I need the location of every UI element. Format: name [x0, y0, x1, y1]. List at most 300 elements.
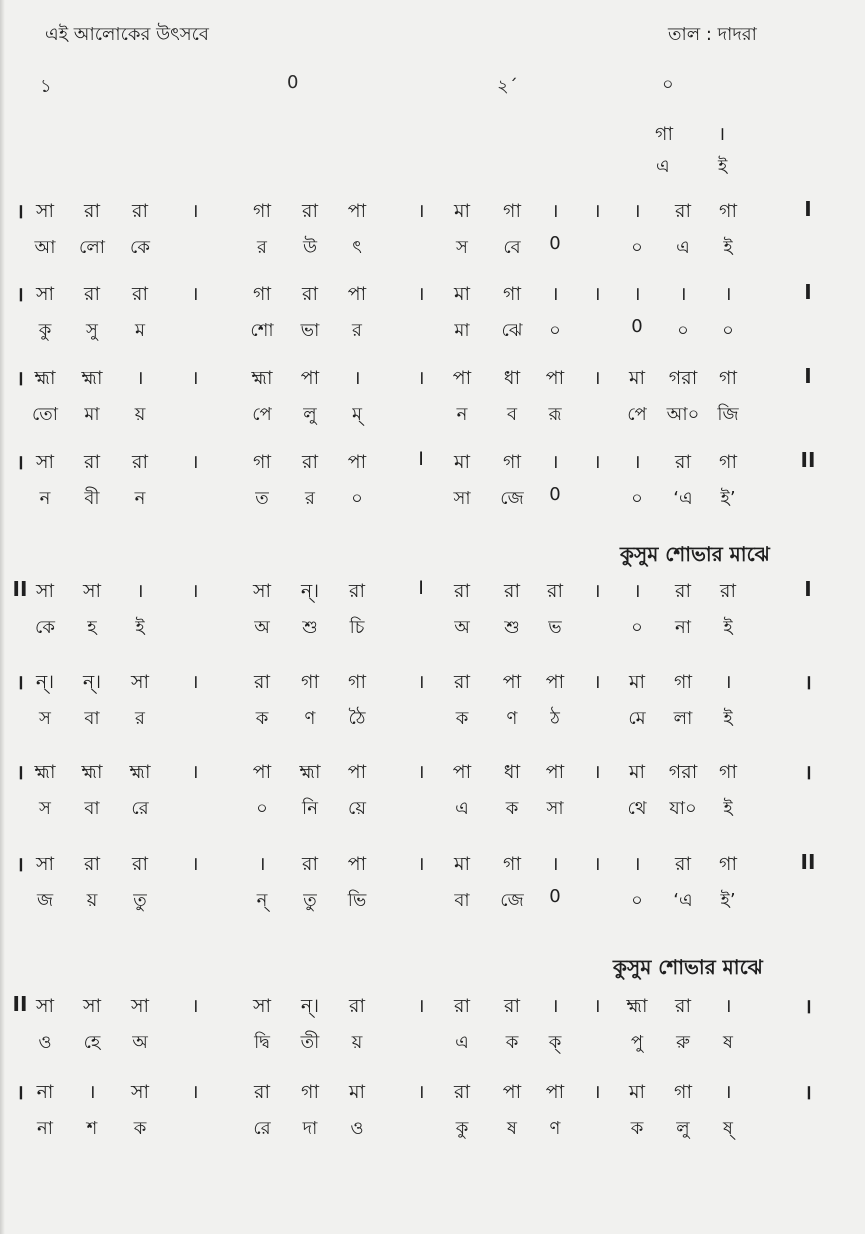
lyric-syllable: ই’ [720, 488, 736, 509]
swara-note: । [724, 283, 732, 305]
lyric-syllable: য়ে [348, 798, 366, 819]
barline-close: I [804, 197, 812, 221]
swara-note: রা [504, 580, 520, 602]
lyric-syllable: এ [455, 798, 469, 819]
lyric-syllable: পে [627, 404, 647, 425]
lyric-syllable: আ০ [666, 404, 700, 425]
swara-note: মা [453, 283, 471, 305]
swara-note: । [191, 451, 199, 473]
swara-note: । [258, 853, 266, 875]
intro-note-ga: গা [655, 123, 673, 145]
swara-note: পা [502, 1081, 522, 1103]
swara-note: রা [675, 200, 691, 222]
lyric-syllable: রূ [548, 404, 562, 425]
barline-close: । [804, 1080, 812, 1104]
swara-note: পা [300, 367, 320, 389]
swara-note: । [417, 283, 425, 305]
swara-note: সা [130, 995, 150, 1017]
lyric-syllable: ত [255, 488, 269, 509]
lyric-syllable: লা [673, 708, 693, 729]
swara-note: গা [503, 283, 521, 305]
lyric-syllable: সু [86, 320, 98, 341]
swara-note: গা [719, 200, 737, 222]
lyric-syllable: ক্ [548, 1032, 562, 1053]
lyric-syllable: লু [303, 404, 317, 425]
swara-note: রা [547, 580, 563, 602]
swara-note: । [417, 853, 425, 875]
lyric-syllable: বা [84, 708, 100, 729]
swara-note: পা [452, 367, 472, 389]
swara-note: । [551, 451, 559, 473]
lyric-syllable: ক [505, 798, 519, 819]
lyric-syllable: ই [723, 708, 733, 729]
lyric-syllable: অ [132, 1032, 148, 1053]
lyric-syllable: 0 [549, 886, 561, 907]
lyric-syllable: ০ [631, 617, 643, 638]
swara-note: মা [453, 853, 471, 875]
lyric-syllable: ০ [631, 237, 643, 258]
swara-note: রা [504, 995, 520, 1017]
lyric-syllable: ও [350, 1118, 364, 1139]
lyric-syllable: আ [34, 237, 56, 258]
swara-note: রা [454, 1081, 470, 1103]
swara-note: গরা [668, 367, 698, 389]
barline-open: । [16, 450, 24, 474]
lyric-syllable: ০ [549, 320, 561, 341]
barline-close: । [804, 994, 812, 1018]
swara-note: । [679, 283, 687, 305]
lyric-syllable: তু [133, 890, 147, 911]
lyric-syllable: ঝে [501, 320, 523, 341]
barline-open: II [12, 577, 28, 601]
lyric-syllable: ষ [507, 1118, 517, 1139]
swara-note: গা [674, 1081, 692, 1103]
swara-note: । [417, 1081, 425, 1103]
barline-close: । [804, 670, 812, 694]
lyric-syllable: তু [303, 890, 317, 911]
beat-marker-4: ০ [662, 74, 674, 95]
lyric-syllable: স [39, 798, 51, 819]
swara-note: । [191, 853, 199, 875]
swara-note: সা [35, 995, 55, 1017]
swara-note: সা [35, 283, 55, 305]
swara-note: । [593, 367, 601, 389]
swara-note: গা [253, 451, 271, 473]
swara-note: সা [35, 580, 55, 602]
swara-note: । [191, 200, 199, 222]
swara-note: । [593, 283, 601, 305]
lyric-syllable: হে [83, 1032, 101, 1053]
swara-note: রা [132, 853, 148, 875]
swara-note: । [88, 1081, 96, 1103]
swara-note: সা [35, 451, 55, 473]
swara-note: রা [675, 853, 691, 875]
swara-note: সা [35, 200, 55, 222]
swara-note: । [417, 995, 425, 1017]
lyric-syllable: র [135, 708, 145, 729]
swara-note: গা [719, 853, 737, 875]
lyric-syllable: ঠ [550, 708, 560, 729]
swara-note: না [36, 1081, 54, 1103]
swara-note: ধা [503, 761, 521, 783]
lyric-syllable: য় [351, 1032, 363, 1053]
lyric-syllable: ভ [548, 617, 562, 638]
lyric-syllable: দ্বি [254, 1032, 270, 1053]
swara-note: রা [454, 671, 470, 693]
lyric-syllable: ক [505, 1032, 519, 1053]
lyric-syllable: লো [79, 237, 105, 258]
lyric-syllable: ০ [631, 890, 643, 911]
swara-note: । [593, 200, 601, 222]
lyric-syllable: 0 [549, 484, 561, 505]
swara-note: গা [719, 761, 737, 783]
swara-note: পা [347, 451, 367, 473]
lyric-syllable: উ [302, 237, 318, 258]
lyric-syllable: ণ [506, 708, 518, 729]
swara-note: ন্‌। [300, 995, 320, 1017]
swara-note: রা [349, 995, 365, 1017]
barline-open: II [12, 992, 28, 1016]
swara-note: সা [252, 580, 272, 602]
swara-note: পা [545, 1081, 565, 1103]
barline-open: । [16, 282, 24, 306]
swara-note: গা [503, 451, 521, 473]
lyric-syllable: মা [84, 404, 100, 425]
lyric-syllable: ক [630, 1118, 644, 1139]
swara-note: হ্মা [129, 761, 151, 783]
lyric-syllable: অ [454, 617, 470, 638]
lyric-syllable: রে [131, 798, 149, 819]
lyric-syllable: য় [134, 404, 146, 425]
barline-close: II [800, 448, 816, 472]
lyric-syllable: শ [86, 1118, 98, 1139]
barline-open: । [16, 760, 24, 784]
swara-note: গা [674, 671, 692, 693]
lyric-syllable: র [352, 320, 362, 341]
swara-note: । [551, 200, 559, 222]
lyric-syllable: ণ [549, 1118, 561, 1139]
refrain-2: কুসুম শোভার মাঝে [613, 955, 763, 979]
lyric-syllable: ণ [304, 708, 316, 729]
swara-note: রা [302, 451, 318, 473]
lyric-syllable: থে [627, 798, 647, 819]
lyric-syllable: ০ [631, 488, 643, 509]
lyric-syllable: জি [717, 404, 739, 425]
swara-note: । [191, 580, 199, 602]
swara-note: । [417, 200, 425, 222]
lyric-syllable: তো [31, 404, 59, 425]
lyric-syllable: বে [503, 237, 521, 258]
swara-note: । [593, 853, 601, 875]
swara-note: ন্‌। [300, 580, 320, 602]
swara-note: I [418, 448, 424, 470]
lyric-syllable: জ [36, 890, 54, 911]
swara-note: সা [252, 995, 272, 1017]
lyric-syllable: ও [38, 1032, 52, 1053]
swara-note: রা [302, 200, 318, 222]
lyric-syllable: 0 [549, 233, 561, 254]
lyric-syllable: ‘এ [673, 488, 693, 509]
swara-note: । [724, 995, 732, 1017]
lyric-syllable: তী [300, 1032, 320, 1053]
lyric-syllable: ভি [347, 890, 367, 911]
swara-note: । [417, 671, 425, 693]
swara-note: রা [254, 1081, 270, 1103]
lyric-syllable: কে [130, 237, 150, 258]
swara-note: রা [132, 200, 148, 222]
swara-note: ন্‌। [35, 671, 55, 693]
swara-note: মা [348, 1081, 366, 1103]
swara-note: রা [720, 580, 736, 602]
swara-note: মা [628, 367, 646, 389]
swara-note: গা [348, 671, 366, 693]
lyric-syllable: এ [455, 1032, 469, 1053]
swara-note: গা [253, 283, 271, 305]
lyric-syllable: ন [39, 488, 51, 509]
lyric-syllable: সা [546, 798, 564, 819]
song-title: এই আলোকের উৎসবে [45, 24, 209, 45]
beat-marker-1: ১ [40, 76, 52, 97]
swara-note: গা [301, 671, 319, 693]
swara-note: গা [719, 451, 737, 473]
lyric-syllable: অ [254, 617, 270, 638]
swara-note: পা [452, 761, 472, 783]
lyric-syllable: ষ্‌ [723, 1118, 733, 1139]
swara-note: রা [132, 283, 148, 305]
swara-note: রা [675, 995, 691, 1017]
swara-note: হ্মা [34, 367, 56, 389]
swara-note: সা [130, 1081, 150, 1103]
swara-note: । [633, 451, 641, 473]
barline-open: । [16, 670, 24, 694]
swara-note: রা [454, 995, 470, 1017]
lyric-syllable: ঠৈ [348, 708, 366, 729]
swara-note: মা [453, 451, 471, 473]
lyric-syllable: পু [630, 1032, 644, 1053]
swara-note: । [551, 283, 559, 305]
swara-note: সা [130, 671, 150, 693]
swara-note: রা [84, 853, 100, 875]
swara-note: । [136, 367, 144, 389]
lyric-syllable: চি [349, 617, 365, 638]
lyric-syllable: দা [302, 1118, 318, 1139]
swara-note: গা [503, 853, 521, 875]
lyric-syllable: ই [723, 617, 733, 638]
swara-note: । [633, 853, 641, 875]
swara-note: সা [82, 580, 102, 602]
swara-note: মা [453, 200, 471, 222]
lyric-syllable: হ [87, 617, 97, 638]
beat-marker-2: 0 [287, 72, 299, 93]
swara-note: । [551, 995, 559, 1017]
intro-lyric-e: এ [656, 156, 670, 177]
swara-note: । [191, 995, 199, 1017]
lyric-syllable: ০ [351, 488, 363, 509]
swara-note: । [724, 671, 732, 693]
swara-note: । [191, 671, 199, 693]
swara-note: রা [132, 451, 148, 473]
lyric-syllable: ভা [300, 320, 320, 341]
lyric-syllable: 0 [631, 316, 643, 337]
tal-label: তাল : দাদরা [668, 24, 757, 45]
swara-note: পা [502, 671, 522, 693]
barline-open: । [16, 852, 24, 876]
swara-note: পা [545, 671, 565, 693]
swara-note: । [191, 283, 199, 305]
swara-note: রা [84, 283, 100, 305]
swara-note: পা [545, 761, 565, 783]
lyric-syllable: ই [135, 617, 145, 638]
lyric-syllable: য় [86, 890, 98, 911]
swara-note: গা [301, 1081, 319, 1103]
swara-note: মা [628, 671, 646, 693]
lyric-syllable: ‘এ [673, 890, 693, 911]
lyric-syllable: ই [723, 237, 733, 258]
lyric-syllable: জে [500, 488, 524, 509]
swara-note: । [551, 853, 559, 875]
lyric-syllable: রু [676, 1032, 690, 1053]
swara-note: । [593, 580, 601, 602]
barline-close: I [804, 280, 812, 304]
lyric-syllable: শো [250, 320, 274, 341]
swara-note: গা [253, 200, 271, 222]
lyric-syllable: বী [84, 488, 100, 509]
lyric-syllable: ক [255, 708, 269, 729]
lyric-syllable: ব [506, 404, 518, 425]
swara-note: পা [347, 283, 367, 305]
lyric-syllable: ই’ [720, 890, 736, 911]
swara-note: । [633, 283, 641, 305]
swara-note: রা [84, 200, 100, 222]
lyric-syllable: কে [35, 617, 55, 638]
swara-note: হ্মা [626, 995, 648, 1017]
swara-note: মা [628, 761, 646, 783]
lyric-syllable: কু [38, 320, 52, 341]
swara-note: । [191, 761, 199, 783]
barline-close: I [804, 364, 812, 388]
swara-note: হ্মা [299, 761, 321, 783]
lyric-syllable: ম [135, 320, 145, 341]
swara-note: । [633, 580, 641, 602]
swara-note: । [593, 761, 601, 783]
lyric-syllable: স [39, 708, 51, 729]
swara-note: রা [302, 853, 318, 875]
swara-note: রা [675, 451, 691, 473]
barline-open: । [16, 199, 24, 223]
swara-note: হ্মা [81, 367, 103, 389]
swara-note: গা [503, 200, 521, 222]
swara-note: রা [84, 451, 100, 473]
swara-note: রা [349, 580, 365, 602]
swara-note: পা [347, 853, 367, 875]
lyric-syllable: নি [302, 798, 318, 819]
lyric-syllable: না [37, 1118, 53, 1139]
swara-note: । [593, 1081, 601, 1103]
lyric-syllable: এ [676, 237, 690, 258]
lyric-syllable: স [456, 237, 468, 258]
swara-note: । [417, 761, 425, 783]
swara-note: মা [628, 1081, 646, 1103]
swara-note: । [633, 200, 641, 222]
lyric-syllable: র [305, 488, 315, 509]
lyric-syllable: ক [455, 708, 469, 729]
lyric-syllable: মা [454, 320, 470, 341]
lyric-syllable: কু [455, 1118, 469, 1139]
lyric-syllable: ই [723, 798, 733, 819]
swara-note: পা [347, 200, 367, 222]
intro-lyric-i: ই [718, 156, 728, 177]
swara-note: । [593, 995, 601, 1017]
swara-note: হ্মা [251, 367, 273, 389]
swara-note: সা [82, 995, 102, 1017]
lyric-syllable: শু [302, 617, 318, 638]
swara-note: পা [252, 761, 272, 783]
swara-note: রা [302, 283, 318, 305]
lyric-syllable: ষ [723, 1032, 733, 1053]
refrain-1: কুসুম শোভার মাঝে [620, 542, 770, 566]
lyric-syllable: পে [252, 404, 272, 425]
swara-note: । [593, 451, 601, 473]
barline-close: I [804, 577, 812, 601]
barline-close: । [804, 760, 812, 784]
barline-open: । [16, 1080, 24, 1104]
lyric-syllable: ক [133, 1118, 147, 1139]
lyric-syllable: ম্ [352, 404, 362, 425]
swara-note: রা [254, 671, 270, 693]
swara-note: । [593, 671, 601, 693]
lyric-syllable: র [257, 237, 267, 258]
lyric-syllable: মে [628, 708, 646, 729]
lyric-syllable: ০ [722, 320, 734, 341]
lyric-syllable: বা [84, 798, 100, 819]
swara-note: গা [719, 367, 737, 389]
intro-note-dash: । [718, 123, 726, 145]
lyric-syllable: সা [453, 488, 471, 509]
barline-close: II [800, 850, 816, 874]
lyric-syllable: ন [134, 488, 146, 509]
lyric-syllable: লু [676, 1118, 690, 1139]
swara-note: হ্মা [81, 761, 103, 783]
swara-note: হ্মা [34, 761, 56, 783]
swara-note: ন্‌। [82, 671, 102, 693]
swara-note: । [353, 367, 361, 389]
lyric-syllable: না [675, 617, 691, 638]
swara-note: । [136, 580, 144, 602]
swara-note: রা [675, 580, 691, 602]
lyric-syllable: ০ [256, 798, 268, 819]
swara-note: ধা [503, 367, 521, 389]
lyric-syllable: শু [504, 617, 520, 638]
lyric-syllable: ৎ [352, 237, 362, 258]
swara-note: পা [545, 367, 565, 389]
swara-note: I [418, 577, 424, 599]
page-shadow [0, 0, 5, 1234]
swara-note: সা [35, 853, 55, 875]
barline-open: । [16, 366, 24, 390]
swara-note: রা [454, 580, 470, 602]
swara-note: । [191, 1081, 199, 1103]
lyric-syllable: বা [454, 890, 470, 911]
swara-note: পা [347, 761, 367, 783]
swara-note: । [417, 367, 425, 389]
lyric-syllable: ন [456, 404, 468, 425]
lyric-syllable: জে [500, 890, 524, 911]
lyric-syllable: ০ [677, 320, 689, 341]
swara-note: । [724, 1081, 732, 1103]
lyric-syllable: রে [253, 1118, 271, 1139]
swara-note: । [191, 367, 199, 389]
beat-marker-3: ২´ [497, 76, 518, 97]
